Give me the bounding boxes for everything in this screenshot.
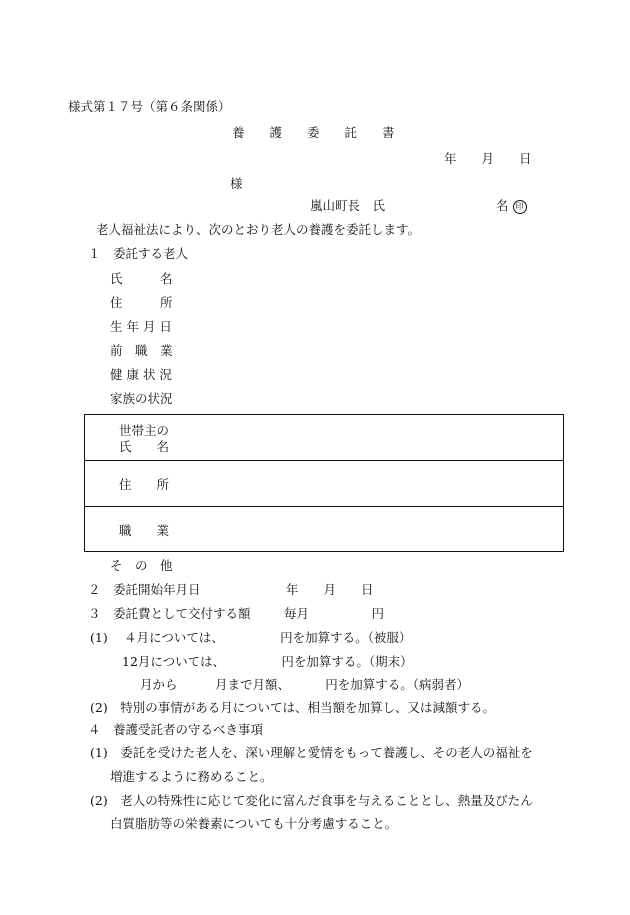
section1-heading: １ 委託する老人	[88, 246, 189, 261]
field-birthdate: 生 年 月 日	[110, 319, 172, 334]
table-divider	[85, 506, 563, 507]
field-health: 健 康 状 況	[110, 367, 172, 382]
sender-name-block	[496, 198, 527, 214]
section2-date: 年 月 日	[286, 582, 374, 597]
item-sick: 月から 月まで月額、 円を加算する。（病弱者）	[140, 677, 469, 692]
field-family: 家族の状況	[110, 391, 173, 406]
seal-icon: 印	[513, 200, 527, 214]
table-divider	[85, 460, 563, 461]
addressee-sama: 様	[230, 176, 243, 191]
intro-text: 老人福祉法により、次のとおり老人の養護を委託します。	[96, 222, 421, 237]
household-head-name-label: 氏 名	[119, 439, 170, 454]
field-name: 氏 名	[110, 271, 173, 286]
sender-title: 嵐山町長 氏	[310, 198, 386, 213]
form-number: 様式第１７号（第６条関係）	[68, 99, 231, 114]
household-head-label: 世帯主の	[119, 423, 170, 438]
item-april: (1) ４月については、 円を加算する。（被服）	[90, 630, 412, 645]
field-address: 住 所	[110, 295, 173, 310]
sender-name-suffix: 名	[496, 198, 509, 213]
rule1-line1: (1) 委託を受けた老人を、深い理解と愛情をもって養護し、その老人の福祉を	[90, 745, 533, 760]
document-title: 養 護 委 託 書	[232, 125, 395, 140]
household-address-label: 住 所	[119, 477, 170, 492]
item-special: (2) 特別の事情がある月については、相当額を加算し、又は減額する。	[90, 700, 495, 715]
field-former-job: 前 職 業	[110, 343, 173, 358]
rule1-line2: 増進するように務めること。	[110, 769, 273, 784]
rule2-line1: (2) 老人の特殊性に応じて変化に富んだ食事を与えることとし、熱量及びたん	[90, 793, 533, 808]
household-head-table	[84, 414, 564, 552]
item-december: 12月については、 円を加算する。（期末）	[122, 654, 413, 669]
household-job-label: 職 業	[119, 523, 170, 538]
section3-monthly: 毎月 円	[284, 606, 385, 621]
field-other: そ の 他	[110, 558, 173, 573]
issue-date: 年 月 日	[444, 151, 532, 166]
section2-label: ２ 委託開始年月日	[88, 582, 201, 597]
rule2-line2: 白質脂肪等の栄養素についても十分考慮すること。	[110, 816, 398, 831]
section4-heading: ４ 養護受託者の守るべき事項	[88, 722, 264, 737]
section3-label: ３ 委託費として交付する額	[88, 606, 251, 621]
